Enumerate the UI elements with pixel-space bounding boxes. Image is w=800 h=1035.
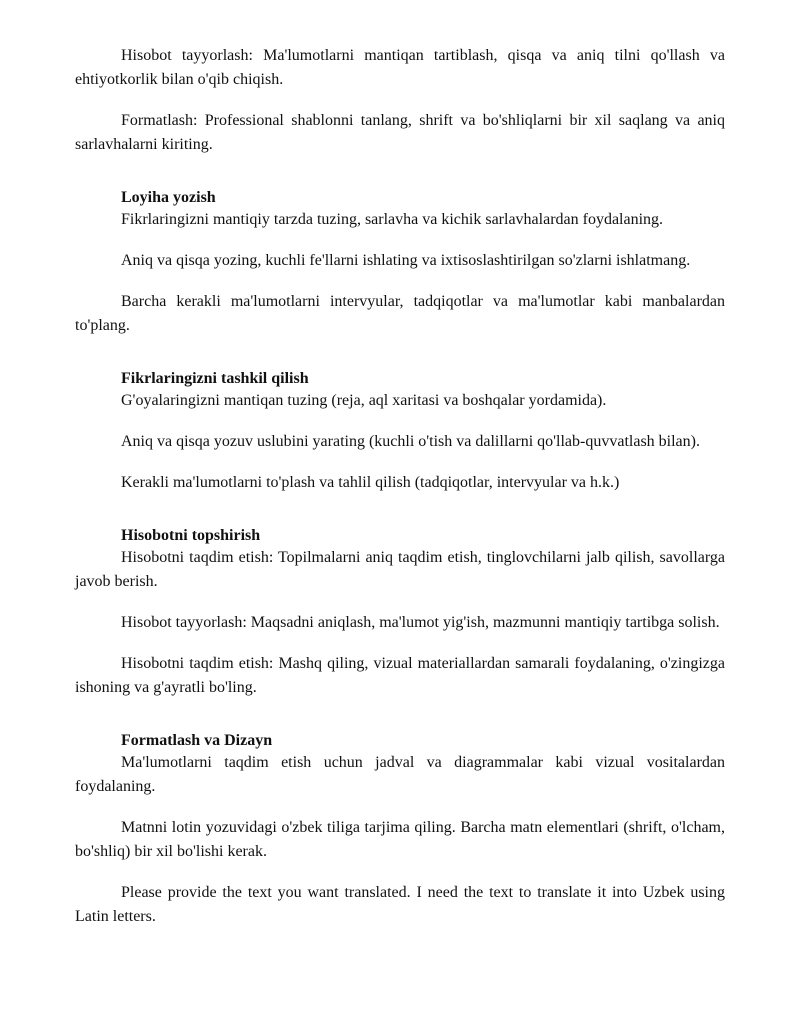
intro-paragraph: Formatlash: Professional shablonni tanlang, shrift va bo'shliqlarni bir xil saqlang va aniq sarlavhalarni kiriting. [75, 112, 725, 153]
section-formatlash-va-dizayn [75, 730, 725, 929]
section-heading: Loyiha yozish [121, 189, 216, 206]
body-paragraph: G'oyalaringizni mantiqan tuzing (reja, aql xaritasi va boshqalar yordamida). [121, 392, 607, 409]
section-loyiha-yozish [75, 187, 725, 338]
section-fikrlaringizni-tashkil-qilish [75, 368, 725, 495]
body-paragraph: Aniq va qisqa yozing, kuchli fe'llarni ishlating va ixtisoslashtirilgan so'zlarni ishlatmang. [121, 252, 691, 269]
section-heading: Formatlash va Dizayn [121, 732, 273, 749]
intro-paragraph: Hisobot tayyorlash: Ma'lumotlarni mantiqan tartiblash, qisqa va aniq tilni qo'llash va ehtiyotkorlik bilan o'qib chiqish. [75, 47, 725, 88]
body-paragraph: Hisobotni taqdim etish: Mashq qiling, vizual materiallardan samarali foydalaning, o'zingizga ishoning va g'ayratli bo'ling. [75, 655, 725, 696]
document-page [75, 44, 725, 929]
body-paragraph: Please provide the text you want translated. I need the text to translate it into Uzbek using Latin letters. [75, 884, 725, 925]
section-heading: Fikrlaringizni tashkil qilish [121, 370, 309, 387]
body-paragraph: Matnni lotin yozuvidagi o'zbek tiliga tarjima qiling. Barcha matn elementlari (shrift, o'lcham, bo'shliq) bir xil bo'lishi kerak. [75, 819, 725, 860]
section-heading: Hisobotni topshirish [121, 527, 261, 544]
body-paragraph: Ma'lumotlarni taqdim etish uchun jadval va diagrammalar kabi vizual vositalardan foydalaning. [75, 754, 725, 795]
body-paragraph: Kerakli ma'lumotlarni to'plash va tahlil qilish (tadqiqotlar, intervyular va h.k.) [121, 474, 620, 491]
section-hisobotni-topshirish [75, 525, 725, 700]
body-paragraph: Hisobot tayyorlash: Maqsadni aniqlash, ma'lumot yig'ish, mazmunni mantiqiy tartibga solish. [121, 614, 720, 631]
body-paragraph: Fikrlaringizni mantiqiy tarzda tuzing, sarlavha va kichik sarlavhalardan foydalaning. [121, 211, 664, 228]
body-paragraph: Aniq va qisqa yozuv uslubini yarating (kuchli o'tish va dalillarni qo'llab-quvvatlash bilan). [121, 433, 700, 450]
body-paragraph: Hisobotni taqdim etish: Topilmalarni aniq taqdim etish, tinglovchilarni jalb qilish, savollarga javob berish. [75, 549, 725, 590]
body-paragraph: Barcha kerakli ma'lumotlarni intervyular, tadqiqotlar va ma'lumotlar kabi manbalardan to'plang. [75, 293, 725, 334]
